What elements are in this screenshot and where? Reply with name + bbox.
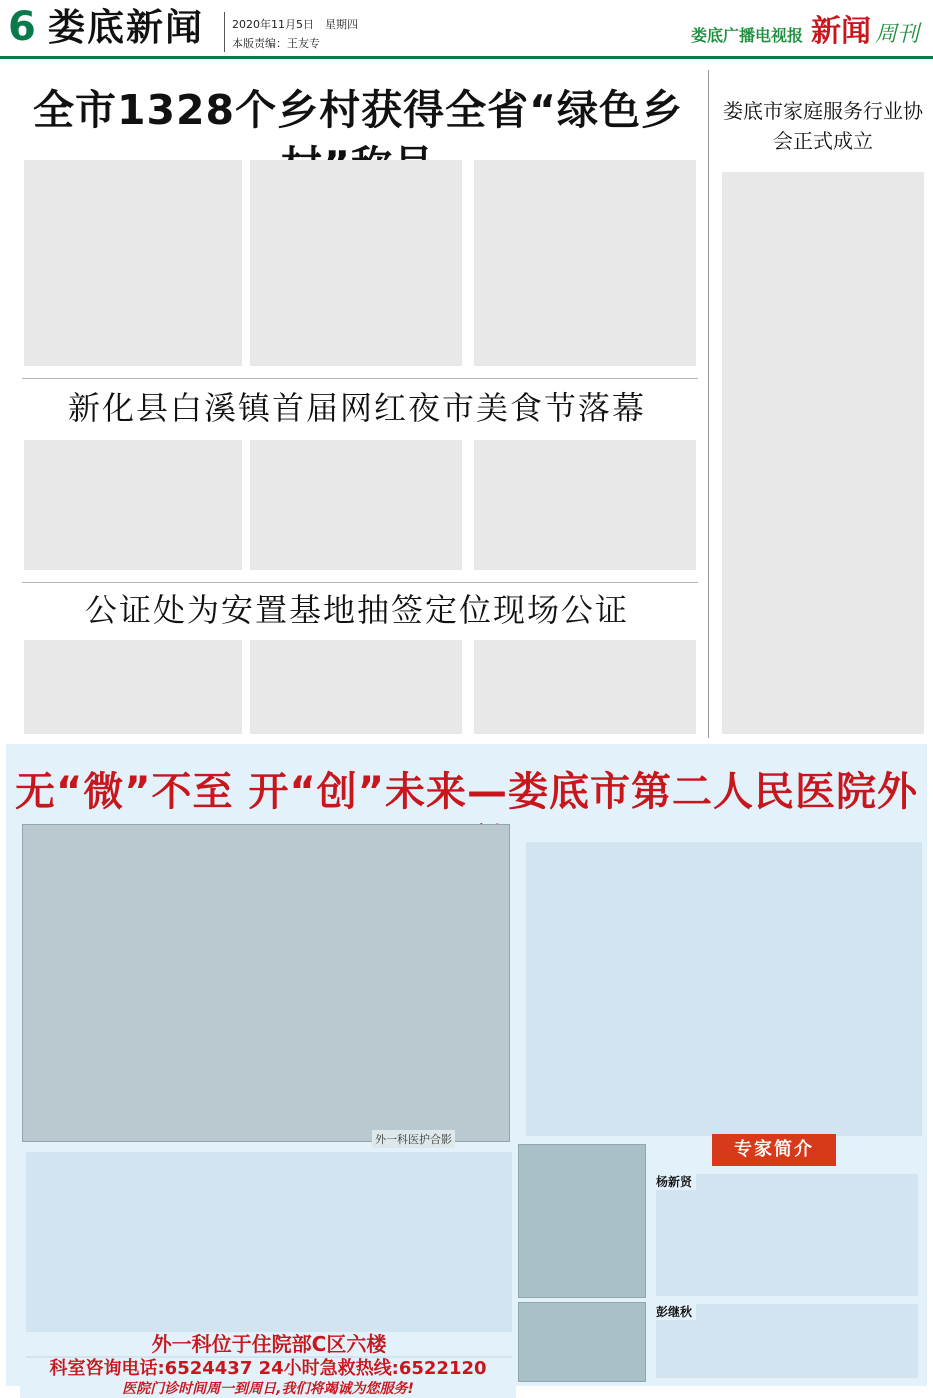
- hospital-advertisement: [6, 744, 927, 1397]
- staff-group-photo: [22, 824, 510, 1142]
- brand-main: 新闻: [810, 14, 871, 49]
- main-article-col-1: [24, 160, 242, 366]
- column-divider: [708, 70, 709, 738]
- food-festival-headline: 新化县白溪镇首届网红夜市美食节落幕: [67, 389, 646, 427]
- side-article-body: [722, 172, 924, 734]
- header-rule: [0, 56, 933, 59]
- food-article-col-3: [474, 440, 696, 570]
- photo-caption: 外一科医护合影: [372, 1130, 455, 1148]
- brand-sub: 周刊: [874, 22, 919, 47]
- article-divider: [22, 378, 698, 379]
- ad-title: 无“微”不至 开“创”未来—娄底市第二人民医院外: [14, 769, 919, 815]
- header-divider: [224, 12, 225, 52]
- issue-date: 2020年11月5日 星期四: [232, 18, 358, 31]
- notary-article-col-1: [24, 640, 242, 734]
- article-divider: [22, 582, 698, 583]
- clinic-hours: 医院门诊时间周一到周日,我们将竭诚为您服务!: [20, 1380, 516, 1398]
- expert-portrait: [518, 1144, 646, 1298]
- notary-article-col-3: [474, 640, 696, 734]
- contact-phones: 科室咨询电话:6524437 24小时急救热线:6522120: [20, 1358, 516, 1380]
- brand-org: 娄底广播电视报: [690, 26, 803, 45]
- expert-bio-text: [656, 1174, 918, 1296]
- masthead-brand: [691, 10, 919, 50]
- expert-portrait: [518, 1302, 646, 1382]
- page-header: [0, 0, 933, 58]
- page-number: 6: [8, 4, 36, 50]
- experts-badge: 专家简介: [712, 1134, 836, 1166]
- editor-credit: 本版责编：王友专: [232, 37, 320, 50]
- main-headline: 全市1328个乡村获得全省“绿色乡: [32, 86, 684, 134]
- notary-headline: 公证处为安置基地抽签定位现场公证: [84, 591, 629, 629]
- expert-name: 杨新贤: [656, 1173, 696, 1190]
- main-article-col-3: [474, 160, 696, 366]
- department-intro-text: [526, 842, 922, 1136]
- side-headline: 娄底市家庭服务行业协会正式成立: [723, 99, 923, 153]
- food-article-col-2: [250, 440, 462, 570]
- department-location: 外一科位于住院部C区六楼: [26, 1332, 512, 1356]
- food-article-col-1: [24, 440, 242, 570]
- notary-article-col-2: [250, 640, 462, 734]
- main-article-col-2: [250, 160, 462, 366]
- section-name: 娄底新闻: [48, 6, 204, 49]
- expert-name: 彭继秋: [656, 1303, 696, 1320]
